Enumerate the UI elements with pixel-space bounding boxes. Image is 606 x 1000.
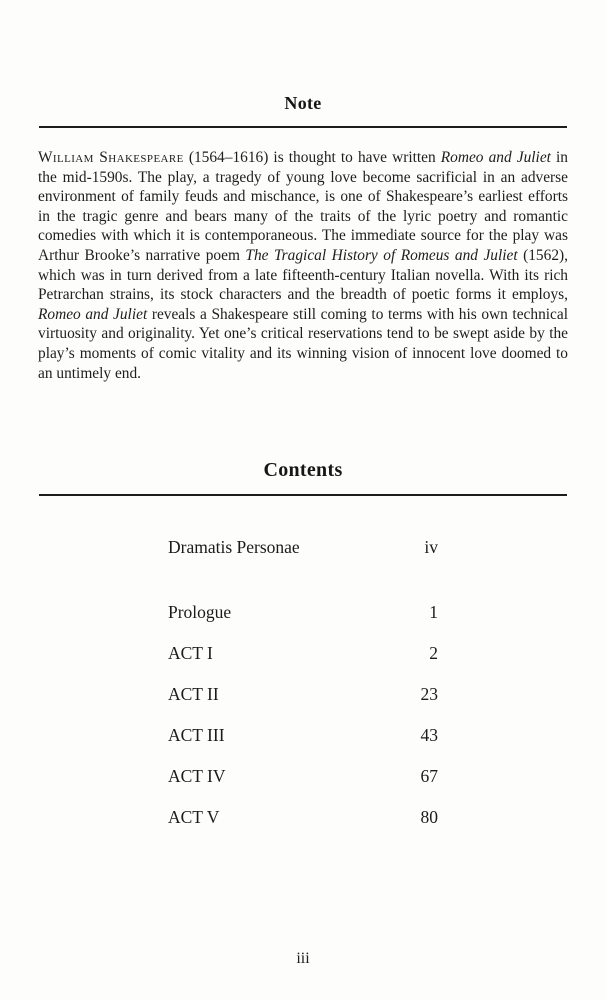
note-text-segment: in the mid-1590s. The play, a tragedy of young love become sacrificial in an adverse environment of family feuds and mischance, is one of Shakespeare’s earliest efforts in the tragic genre and bears many of the traits of the lyric poetry and romantic comedies with which it is contemporaneous. The immediate source for the play was Arthur Brooke’s narrative poem: [38, 149, 568, 264]
note-text-segment: (1564–1616) is thought to have written: [183, 149, 441, 166]
toc-row-act-4: [168, 765, 438, 788]
toc-entry-page: 43: [420, 725, 438, 746]
toc-entry-page: 67: [420, 766, 438, 787]
toc-row-act-5: [168, 806, 438, 829]
toc-entry-label: ACT II: [168, 684, 219, 705]
toc-entry-page: 1: [429, 602, 438, 623]
note-divider-rule: [39, 126, 567, 128]
toc-entry-label: Prologue: [168, 602, 232, 623]
toc-entry-label: ACT I: [168, 643, 213, 664]
table-of-contents: [168, 536, 438, 829]
toc-entry-label: Dramatis Personae: [168, 537, 300, 558]
toc-row-act-1: [168, 642, 438, 665]
toc-row-dramatis-personae: [168, 536, 438, 559]
toc-row-act-2: [168, 683, 438, 706]
note-heading: Note: [284, 93, 322, 113]
toc-entry-label: ACT III: [168, 725, 225, 746]
book-title-italic: Romeo and Juliet: [38, 305, 148, 323]
author-name-smallcaps: William Shakespeare: [38, 149, 184, 166]
source-poem-title-italic: The Tragical History of Romeus and Juliet: [245, 246, 518, 264]
toc-entry-label: ACT IV: [168, 766, 226, 787]
toc-entry-label: ACT V: [168, 807, 220, 828]
toc-entry-page: 80: [420, 807, 438, 828]
toc-entry-page: iv: [424, 537, 438, 558]
page-number: iii: [296, 950, 310, 967]
toc-row-act-3: [168, 724, 438, 747]
note-paragraph: [38, 148, 568, 383]
contents-divider-rule: [39, 494, 567, 496]
contents-heading: Contents: [263, 459, 343, 482]
toc-row-prologue: [168, 601, 438, 624]
book-title-italic: Romeo and Juliet: [440, 149, 551, 166]
note-section: [0, 0, 606, 383]
toc-entry-page: 2: [429, 643, 438, 664]
note-text-segment: reveals a Shakespeare still coming to terms with his own technical virtuosity and originality. Yet one’s critical reservations tend to be swept aside by the play’s moments of comic vitality and its winning vision of innocent love doomed to an untimely end.: [38, 305, 568, 382]
toc-entry-page: 23: [420, 684, 438, 705]
contents-section: [0, 383, 606, 829]
note-text-segment: (1562), which was in turn derived from a late fifteenth-century Italian novella. With its rich Petrarchan strains, its stock characters and the breadth of poetic forms it employs,: [38, 246, 568, 304]
